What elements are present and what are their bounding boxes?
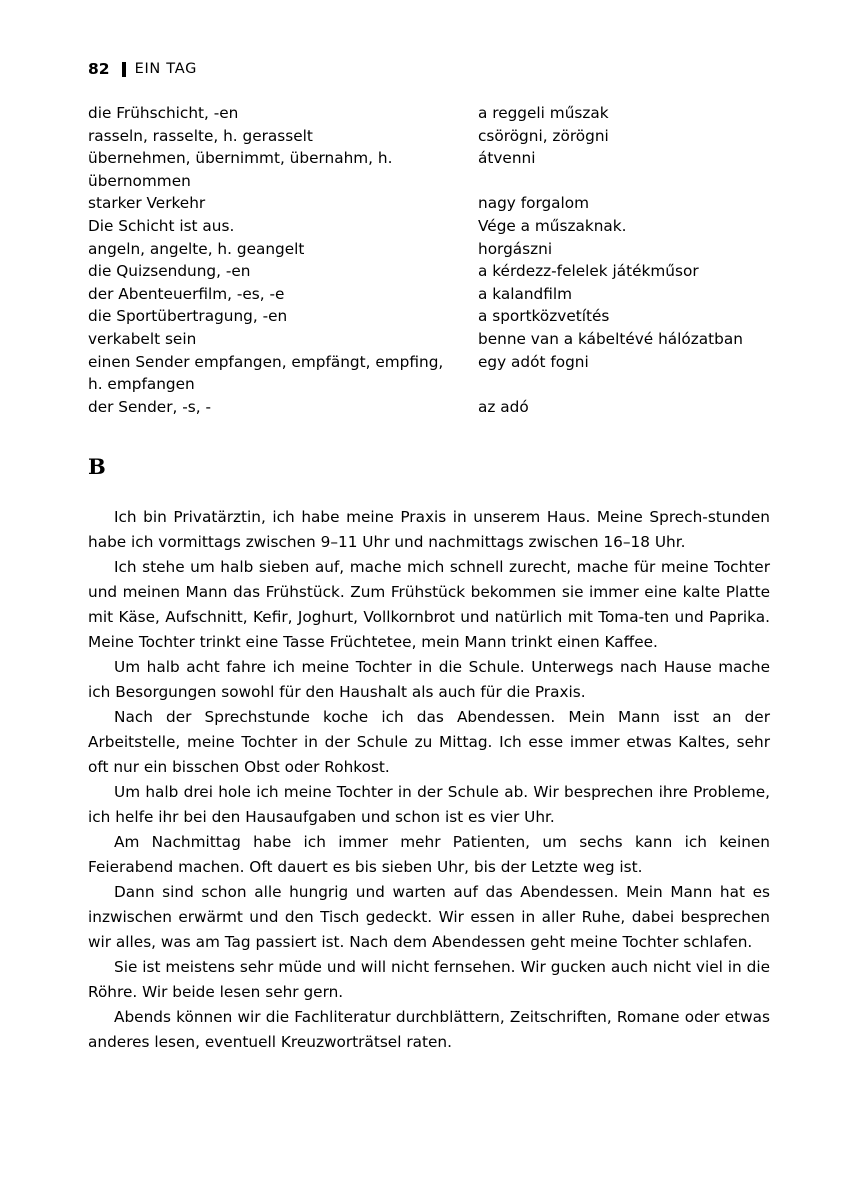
vocab-row (88, 238, 774, 261)
vocab-term-hungarian: a kalandfilm (478, 284, 573, 303)
vocab-row (88, 192, 774, 215)
paragraph: Dann sind schon alle hungrig und warten auf das Abendessen. Mein Mann hat es inzwischen erwärmt und den Tisch gedeckt. Wir essen in aller Ruhe, dabei besprechen wir alles, was am Tag passiert ist. Nach dem Abendessen geht meine Tochter schlafen. (88, 883, 770, 951)
vocab-term-german: h. empfangen (88, 375, 195, 394)
paragraph: Ich stehe um halb sieben auf, mache mich schnell zurecht, mache für meine Tochter und meinen Mann das Frühstück. Zum Frühstück bekommen sie immer eine kalte Platte mit Käse, Aufschnitt, Kefir, Joghurt, Vollkornbrot und natürlich mit Toma-ten und Paprika. Meine Tochter trinkt eine Tasse Früchtetee, mein Mann trinkt einen Kaffee. (88, 558, 770, 651)
paragraph: Um halb drei hole ich meine Tochter in der Schule ab. Wir besprechen ihre Probleme, ich helfe ihr bei den Hausaufgaben und schon ist es vier Uhr. (88, 783, 770, 826)
paragraph: Ich bin Privatärztin, ich habe meine Praxis in unserem Haus. Meine Sprech-stunden habe ich vormittags zwischen 9–11 Uhr und nachmittags zwischen 16–18 Uhr. (88, 508, 770, 551)
vocabulary-list (88, 102, 774, 418)
vocab-term-hungarian: a reggeli műszak (478, 104, 609, 122)
vocab-row (88, 215, 774, 238)
vocab-row (88, 305, 774, 328)
paragraph: Am Nachmittag habe ich immer mehr Patienten, um sechs kann ich keinen Feierabend machen. Oft dauert es bis sieben Uhr, bis der Letzte weg ist. (88, 833, 770, 876)
vocab-row (88, 283, 774, 306)
page-number: 82 (88, 60, 110, 78)
vocab-term-hungarian: csörögni, zörögni (478, 126, 609, 145)
vocab-term-german: einen Sender empfangen, empfängt, empfing, (88, 352, 444, 371)
vocab-term-hungarian: horgászni (478, 239, 553, 258)
running-head (88, 58, 197, 80)
vocab-term-german: die Quizsendung, -en (88, 262, 251, 281)
vocab-term-hungarian: nagy forgalom (478, 194, 590, 213)
section-heading-b: B (88, 454, 106, 479)
vocab-term-hungarian: a kérdezz-felelek játékműsor (478, 262, 699, 281)
paragraph: Nach der Sprechstunde koche ich das Abendessen. Mein Mann isst an der Arbeitstelle, meine Tochter in der Schule zu Mittag. Ich esse immer etwas Kaltes, sehr oft nur ein bisschen Obst oder Rohkost. (88, 708, 770, 776)
vocab-term-german: die Sportübertragung, -en (88, 307, 288, 326)
vocab-term-german: Die Schicht ist aus. (88, 216, 235, 235)
vocab-term-german: starker Verkehr (88, 194, 206, 213)
vocab-term-german: rasseln, rasselte, h. gerasselt (88, 126, 313, 145)
vocab-term-hungarian: benne van a kábeltévé hálózatban (478, 329, 743, 348)
vocab-term-german: verkabelt sein (88, 329, 197, 348)
paragraph: Sie ist meistens sehr müde und will nicht fernsehen. Wir gucken auch nicht viel in die Röhre. Wir beide lesen sehr gern. (88, 958, 770, 1001)
vocab-term-german: die Frühschicht, -en (88, 104, 239, 122)
vocab-row (88, 328, 774, 351)
vocab-row-continuation (88, 170, 774, 193)
vocab-row (88, 102, 774, 125)
vocab-term-hungarian: a sportközvetítés (478, 307, 610, 326)
vocab-row (88, 260, 774, 283)
body-text (88, 505, 770, 1055)
vocab-term-hungarian: az adó (478, 397, 529, 416)
vocab-row (88, 147, 774, 170)
vocab-term-german: der Sender, -s, - (88, 397, 211, 416)
paragraph: Abends können wir die Fachliteratur durchblättern, Zeitschriften, Romane oder etwas anderes lesen, eventuell Kreuzworträtsel raten. (88, 1008, 770, 1051)
divider-rule (122, 62, 126, 77)
vocab-row-continuation (88, 373, 774, 396)
vocab-row (88, 351, 774, 374)
vocab-term-hungarian: egy adót fogni (478, 352, 589, 371)
vocab-term-german: übernehmen, übernimmt, übernahm, h. (88, 149, 393, 168)
vocab-term-german: der Abenteuerfilm, -es, -e (88, 284, 285, 303)
vocab-term-hungarian: Vége a műszaknak. (478, 216, 627, 235)
paragraph: Um halb acht fahre ich meine Tochter in die Schule. Unterwegs nach Hause mache ich Besorgungen sowohl für den Haushalt als auch für die Praxis. (88, 658, 770, 701)
vocab-term-german: angeln, angelte, h. geangelt (88, 239, 305, 258)
vocab-term-german: übernommen (88, 171, 191, 190)
vocab-row (88, 396, 774, 419)
vocab-row (88, 125, 774, 148)
vocab-term-hungarian: átvenni (478, 149, 536, 168)
chapter-title: EIN TAG (134, 61, 198, 77)
